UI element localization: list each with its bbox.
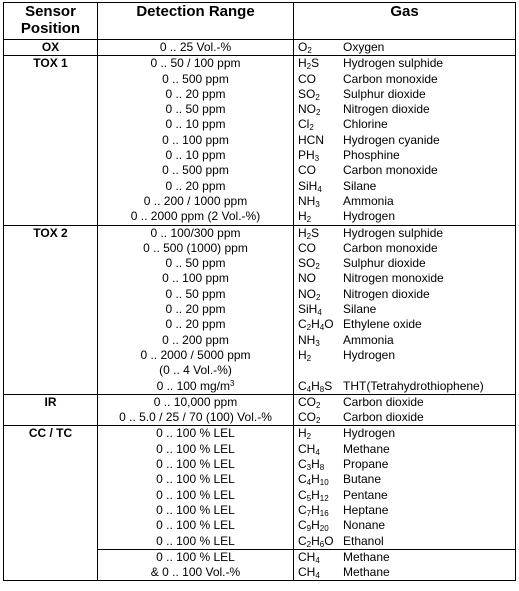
detection-range: (0 .. 4 Vol.-%) <box>159 363 232 378</box>
gas-formula: $C_4H_8S$ <box>298 378 333 394</box>
gas-formula: $C_3H_8$ <box>298 457 325 473</box>
gas-name: Carbon dioxide <box>343 410 424 425</box>
gas-entry <box>294 209 515 224</box>
gas-entry <box>294 518 515 533</box>
detection-range: 0 .. 10 ppm <box>165 148 226 163</box>
gas-formula: SiH$_4$ <box>298 302 322 318</box>
gas-formula: $C_7H_{16}$ <box>298 502 329 518</box>
detection-range-cell <box>98 225 294 394</box>
gas-entry <box>294 426 515 441</box>
gas-formula: $CO_2$ <box>298 410 321 426</box>
header-position-line2: Position <box>20 20 81 37</box>
sensor-group-row <box>4 225 516 394</box>
detection-range: 0 .. 20 ppm <box>165 302 226 317</box>
detection-range: 0 .. 200 / 1000 ppm <box>143 193 248 208</box>
gas-name: Ethanol <box>343 533 384 548</box>
gas-entry <box>294 179 515 194</box>
gas-formula: $Cl_2$ <box>298 117 314 133</box>
header-position-line1: Sensor <box>25 3 76 20</box>
gas-name: Propane <box>343 457 389 472</box>
gas-entry <box>294 117 515 132</box>
sensor-table <box>3 2 516 581</box>
detection-range: 0 .. 500 (1000) ppm <box>143 240 248 255</box>
gas-entry <box>294 395 515 410</box>
gas-formula: $NO_2$ <box>298 286 321 302</box>
gas-formula: $CH_4$ <box>298 441 320 457</box>
gas-name: Hydrogen <box>343 209 396 224</box>
sensor-position: CC / TC <box>4 426 98 581</box>
gas-entry <box>294 488 515 503</box>
gas-formula: $NH_3$ <box>298 193 320 209</box>
detection-range: 0 .. 200 ppm <box>162 332 229 347</box>
gas-name: Hydrogen sulphide <box>343 225 444 240</box>
gas-name: Hydrogen sulphide <box>343 56 444 71</box>
gas-name: Butane <box>343 472 382 487</box>
gas-entry <box>294 102 515 117</box>
gas-formula: CO <box>298 240 316 255</box>
sensor-group-row <box>4 426 516 581</box>
gas-name: Ammonia <box>343 193 394 208</box>
gas-entry <box>294 241 515 256</box>
gas-name: Nitrogen monoxide <box>343 271 444 286</box>
gas-formula: $CH_4$ <box>298 549 320 565</box>
table-body <box>4 40 516 581</box>
detection-range: 0 .. 100/300 ppm <box>150 225 241 240</box>
gas-entry <box>294 40 515 55</box>
gas-entry <box>294 256 515 271</box>
detection-range: 0 .. 500 ppm <box>162 163 229 178</box>
gas-name: Carbon monoxide <box>343 71 438 86</box>
detection-range: 0 .. 50 ppm <box>165 256 226 271</box>
gas-name: Silane <box>343 178 377 193</box>
gas-formula: CO <box>298 163 316 178</box>
header-sensor-position <box>4 3 98 40</box>
detection-range: 0 .. 50 / 100 ppm <box>150 56 241 71</box>
detection-range: 0 .. 100 % LEL <box>156 426 235 441</box>
detection-range: 0 .. 20 ppm <box>165 178 226 193</box>
gas-formula: $C_5H_{12}$ <box>298 487 329 503</box>
gas-entry <box>294 163 515 178</box>
gas-formula: $C_2H_4O$ <box>298 317 334 333</box>
gas-name: Ethylene oxide <box>343 317 422 332</box>
gas-entry <box>294 565 515 580</box>
detection-range: 0 .. 10 ppm <box>165 117 226 132</box>
gas-cell <box>294 56 516 225</box>
gas-name: Methane <box>343 565 390 580</box>
detection-range-cell <box>98 426 294 581</box>
gas-entry <box>294 410 515 425</box>
gas-name: Chlorine <box>343 117 388 132</box>
detection-range: 0 .. 100 ppm <box>162 132 229 147</box>
sensor-group-row <box>4 40 516 56</box>
gas-entry <box>294 503 515 518</box>
gas-name: Nonane <box>343 518 386 533</box>
gas-name: Heptane <box>343 502 389 517</box>
gas-formula: $NO_2$ <box>298 102 321 118</box>
gas-formula: $C_4H_{10}$ <box>298 472 329 488</box>
gas-name: THT(Tetrahydrothiophene) <box>343 378 484 393</box>
detection-range: 0 .. 50 ppm <box>165 286 226 301</box>
gas-entry <box>294 317 515 332</box>
gas-name: Carbon monoxide <box>343 240 438 255</box>
detection-range: 0 .. 2000 ppm (2 Vol.-%) <box>130 209 261 224</box>
gas-formula: $NH_3$ <box>298 332 320 348</box>
sensor-position: IR <box>4 394 98 426</box>
gas-entry <box>294 87 515 102</box>
gas-formula: $H_2$ <box>298 426 312 442</box>
gas-formula: HCN <box>298 132 324 147</box>
gas-cell <box>294 426 516 581</box>
detection-range: 0 .. 100 % LEL <box>156 457 235 472</box>
gas-name: Hydrogen cyanide <box>343 132 440 147</box>
detection-range: 0 .. 100 % LEL <box>98 549 293 565</box>
detection-range-cell <box>98 40 294 56</box>
gas-formula: CO <box>298 71 316 86</box>
gas-formula: $SO_2$ <box>298 86 320 102</box>
sensor-position: OX <box>4 40 98 56</box>
gas-formula: $CO_2$ <box>298 394 321 410</box>
gas-name: Silane <box>343 302 377 317</box>
gas-entry <box>294 534 515 549</box>
detection-range-cell <box>98 56 294 225</box>
gas-name: Carbon monoxide <box>343 163 438 178</box>
gas-entry <box>294 148 515 163</box>
gas-name: Hydrogen <box>343 347 396 362</box>
gas-cell <box>294 40 516 56</box>
detection-range: 0 .. 100 ppm <box>162 271 229 286</box>
gas-cell <box>294 394 516 426</box>
sensor-group-row <box>4 394 516 426</box>
sensor-group-row <box>4 56 516 225</box>
gas-name: Carbon dioxide <box>343 394 424 409</box>
detection-range-cell <box>98 394 294 426</box>
detection-range: & 0 .. 100 Vol.-% <box>150 565 241 580</box>
gas-name: Methane <box>343 549 390 564</box>
gas-name: Hydrogen <box>343 426 396 441</box>
gas-name: Pentane <box>343 487 388 502</box>
gas-entry <box>294 379 515 394</box>
gas-entry <box>294 457 515 472</box>
gas-entry <box>294 271 515 286</box>
detection-range: 0 .. 100 % LEL <box>156 472 235 487</box>
gas-entry <box>294 442 515 457</box>
gas-entry <box>294 333 515 348</box>
detection-range: 0 .. 100 % LEL <box>156 487 235 502</box>
gas-cell <box>294 225 516 394</box>
gas-entry <box>294 302 515 317</box>
detection-range: 0 .. 5.0 / 25 / 70 (100) Vol.-% <box>119 410 272 425</box>
detection-range: 0 .. 20 ppm <box>165 86 226 101</box>
detection-range: 0 .. 100 % LEL <box>156 518 235 533</box>
gas-formula: $O_2$ <box>298 40 312 55</box>
detection-range: 0 .. 20 ppm <box>165 317 226 332</box>
gas-formula: $PH_3$ <box>298 148 320 164</box>
gas-name: Sulphur dioxide <box>343 86 426 101</box>
sensor-position: TOX 1 <box>4 56 98 225</box>
detection-range: 0 .. 100 $mg/m^3$ <box>156 378 235 393</box>
gas-entry <box>294 287 515 302</box>
gas-name: Nitrogen dioxide <box>343 102 430 117</box>
detection-range: 0 .. 10,000 ppm <box>153 394 238 409</box>
gas-formula: $C_9H_{20}$ <box>298 518 329 534</box>
gas-name: Nitrogen dioxide <box>343 286 430 301</box>
detection-range: 0 .. 100 % LEL <box>156 441 235 456</box>
detection-range: 0 .. 25 Vol.-% <box>159 40 232 54</box>
gas-formula: $H_2$ <box>298 209 312 225</box>
gas-formula: $H_2$ <box>298 347 312 363</box>
detection-range: 0 .. 2000 / 5000 ppm <box>140 347 251 362</box>
header-row <box>4 3 516 40</box>
gas-formula: NO <box>298 271 316 286</box>
gas-name: Ammonia <box>343 332 394 347</box>
gas-name: Phosphine <box>343 148 400 163</box>
gas-formula: $H_2S$ <box>298 56 320 72</box>
gas-entry <box>294 194 515 209</box>
gas-formula: $C_2H_6O$ <box>298 533 334 549</box>
detection-range: 0 .. 100 % LEL <box>156 533 235 548</box>
gas-entry <box>294 363 515 378</box>
gas-name: Sulphur dioxide <box>343 256 426 271</box>
gas-formula: SiH$_4$ <box>298 178 322 194</box>
gas-entry <box>294 133 515 148</box>
detection-range: 0 .. 100 % LEL <box>156 502 235 517</box>
gas-entry <box>294 348 515 363</box>
gas-formula: $SO_2$ <box>298 256 320 272</box>
header-gas: Gas <box>294 3 516 40</box>
header-detection-range: Detection Range <box>98 3 294 40</box>
gas-name: Oxygen <box>343 40 385 54</box>
gas-formula: $H_2S$ <box>298 225 320 241</box>
gas-entry <box>294 472 515 487</box>
detection-range: 0 .. 50 ppm <box>165 102 226 117</box>
gas-entry <box>294 226 515 241</box>
gas-entry <box>294 72 515 87</box>
detection-range: 0 .. 500 ppm <box>162 71 229 86</box>
gas-formula: $CH_4$ <box>298 565 320 581</box>
sensor-position: TOX 2 <box>4 225 98 394</box>
gas-entry <box>294 56 515 71</box>
gas-name: Methane <box>343 441 390 456</box>
gas-entry <box>294 549 515 565</box>
